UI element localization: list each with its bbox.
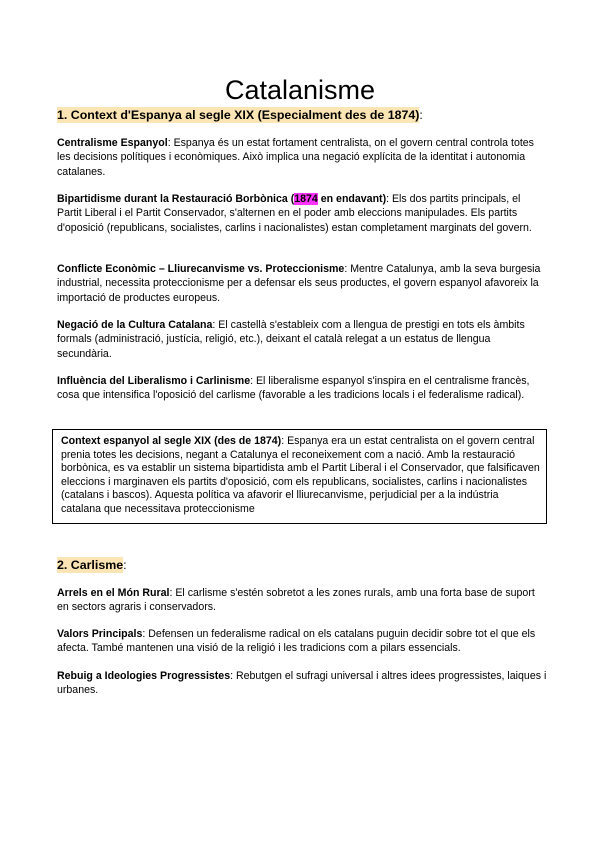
text-conflicte: : Mentre Catalunya, amb la seva burgesia industrial, necessita proteccionisme per a defensar els seus productes, el govern espanyol afavoreix la importació de productes europeus. bbox=[57, 263, 541, 304]
term-centralisme: Centralisme Espanyol bbox=[57, 137, 168, 149]
page-title: Catalanisme bbox=[224, 75, 376, 106]
text-valors: : Defensen un federalisme radical on els catalans puguin decidir sobre tot el que els afecta. També mantenen una visió de la religió i les tradicions com a pilars essencials. bbox=[57, 628, 536, 655]
paragraph-bipartidisme bbox=[57, 192, 547, 235]
summary-box bbox=[52, 429, 547, 524]
year-highlight: 1874 bbox=[294, 193, 318, 205]
section-2-heading-text: 2. Carlisme bbox=[57, 558, 124, 572]
term-negacio: Negació de la Cultura Catalana bbox=[57, 319, 213, 331]
text-bipartidisme: : Els dos partits principals, el Partit Liberal i el Partit Conservador, s'alternen en el poder amb eleccions manipulades. Els partits d'oposició (republicans, socialistes, carlins i nacionalistes) estan completament marginats del govern. bbox=[57, 193, 532, 234]
paragraph-valors bbox=[57, 627, 547, 656]
section-1-heading bbox=[57, 107, 423, 123]
paragraph-centralisme bbox=[57, 136, 547, 179]
text-centralisme: : Espanya és un estat fortament centralista, on el govern central controla totes les decisions polítiques i econòmiques. Això implica una negació explícita de la identitat i autonomia catalanes. bbox=[57, 137, 534, 178]
summary-text: : Espanya era un estat centralista on el govern central prenia totes les decisions, negant a Catalunya el reconeixement com a nació. Amb la restauració borbònica, es va establir un sistema bipartidista amb el Partit Liberal i el Conservador, que falsificaven eleccions i marginaven els partits d'oposició, com els republicans, socialistes, carlins i nacionalistes (catalans i bascos). Aquesta política va afavorir el lliurecanvisme, perjudicial per a la indústria catalana que necessitava proteccionisme bbox=[61, 435, 540, 515]
paragraph-influencia bbox=[57, 374, 547, 403]
paragraph-conflicte bbox=[57, 262, 547, 305]
term-bipartidisme bbox=[57, 193, 386, 205]
summary-term: Context espanyol al segle XIX (des de 1874) bbox=[61, 435, 282, 447]
term-influencia: Influència del Liberalismo i Carlinisme bbox=[57, 375, 251, 387]
paragraph-negacio bbox=[57, 318, 547, 361]
section-1-heading-text: 1. Context d'Espanya al segle XIX (Especialment des de 1874) bbox=[57, 108, 420, 122]
term-arrels: Arrels en el Món Rural bbox=[57, 587, 170, 599]
paragraph-arrels bbox=[57, 586, 547, 615]
section-1-heading-colon: : bbox=[419, 108, 423, 122]
section-2-heading bbox=[57, 557, 127, 573]
term-bipartidisme-post: en endavant) bbox=[317, 193, 387, 205]
text-influencia: : El liberalisme espanyol s'inspira en el centralisme francès, cosa que intensifica l'oposició del carlisme (favorable a les tradicions locals i el federalisme radical). bbox=[57, 375, 530, 402]
term-bipartidisme-pre: Bipartidisme durant la Restauració Borbònica ( bbox=[57, 193, 295, 205]
text-negacio: : El castellà s'estableix com a llengua de prestigi en tots els àmbits formals (administració, justícia, religió, etc.), deixant el català relegat a un estatus de llengua secundària. bbox=[57, 319, 525, 360]
text-arrels: : El carlisme s'estén sobretot a les zones rurals, amb una forta base de suport en sectors agraris i conservadors. bbox=[57, 587, 535, 614]
term-rebuig: Rebuig a Ideologies Progressistes bbox=[57, 670, 231, 682]
section-2-heading-colon: : bbox=[123, 558, 127, 572]
term-conflicte: Conflicte Econòmic – Lliurecanvisme vs. Proteccionisme bbox=[57, 263, 345, 275]
term-valors: Valors Principals bbox=[57, 628, 143, 640]
paragraph-rebuig bbox=[57, 669, 547, 698]
text-rebuig: : Rebutgen el sufragi universal i altres idees progressistes, laiques i urbanes. bbox=[57, 670, 547, 697]
